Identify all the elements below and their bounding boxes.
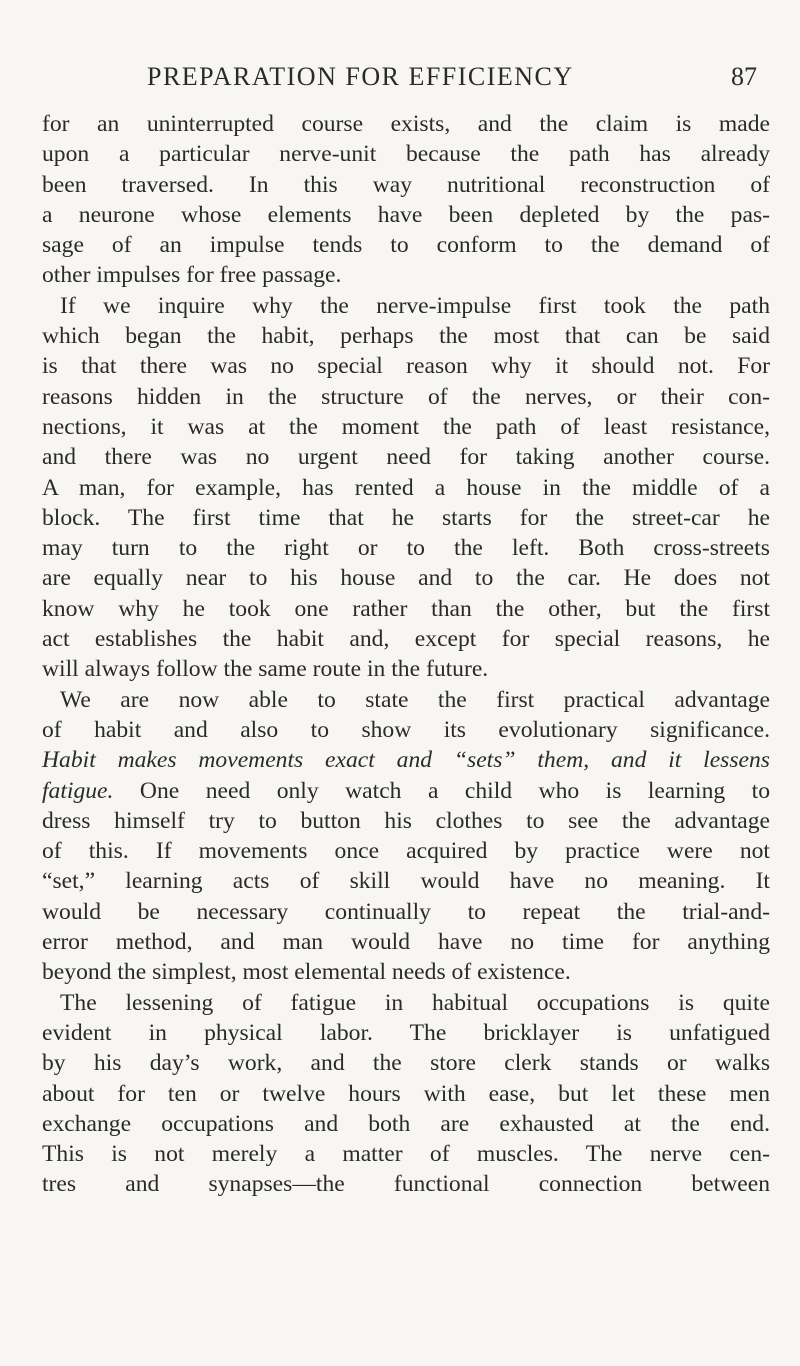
body-text [42, 109, 770, 1200]
text-line: sage of an impulse tends to conform to the demand of [42, 232, 770, 259]
text-line: exchange occupations and both are exhausted at the end. [42, 1110, 770, 1137]
text-line: of habit and also to show its evolutionary significance. [42, 716, 770, 743]
italic-text-line: Habit makes movements exact and “sets” them, and it lessens [42, 747, 770, 774]
text-line: “set,” learning acts of skill would have no meaning. It [42, 868, 770, 895]
text-line: This is not merely a matter of muscles. The nerve cen- [42, 1141, 770, 1168]
text-line: are equally near to his house and to the car. He does not [42, 565, 770, 592]
text-line: act establishes the habit and, except for special reasons, he [42, 626, 770, 653]
paragraph-start-line: We are now able to state the first practical advantage [60, 686, 770, 713]
text-line: a neurone whose elements have been depleted by the pas- [42, 201, 770, 228]
text-line: dress himself try to button his clothes to see the advantage [42, 807, 770, 834]
text-line: upon a particular nerve-unit because the path has already [42, 141, 770, 168]
text-line: know why he took one rather than the other, but the first [42, 595, 770, 622]
text-line: may turn to the right or to the left. Both cross-streets [42, 535, 770, 562]
text-line: is that there was no special reason why it should not. For [42, 353, 770, 380]
paragraph-start-line: The lessening of fatigue in habitual occupations is quite [60, 989, 770, 1016]
text-line: and there was no urgent need for taking another course. [42, 444, 770, 471]
mixed-text-line [42, 776, 770, 806]
page-number: 87 [731, 62, 757, 91]
text-line: about for ten or twelve hours with ease, but let these men [42, 1080, 770, 1107]
text-line: evident in physical labor. The bricklayer is unfatigued [42, 1019, 770, 1046]
text-line: A man, for example, has rented a house in the middle of a [42, 474, 770, 501]
text-fragment: One need only watch a child who is learning to [113, 777, 770, 804]
text-line: other impulses for free passage. [42, 262, 342, 289]
text-line: nections, it was at the moment the path of least resistance, [42, 413, 770, 440]
running-head-title: PREPARATION FOR EFFICIENCY [147, 62, 574, 91]
text-line: which began the habit, perhaps the most that can be said [42, 323, 770, 350]
running-head [0, 62, 800, 102]
text-line: been traversed. In this way nutritional reconstruction of [42, 171, 770, 198]
italic-fragment: fatigue. [42, 777, 114, 804]
text-line: error method, and man would have no time for anything [42, 929, 770, 956]
text-line: of this. If movements once acquired by practice were not [42, 838, 770, 865]
text-line: tres and synapses—the functional connection between [42, 1171, 770, 1198]
text-line: beyond the simplest, most elemental needs of existence. [42, 959, 571, 986]
paragraph-start-line: If we inquire why the nerve-impulse first took the path [60, 292, 770, 319]
text-line: would be necessary continually to repeat the trial-and- [42, 898, 770, 925]
text-line: for an uninterrupted course exists, and the claim is made [42, 111, 770, 137]
text-line: block. The first time that he starts for the street-car he [42, 504, 770, 531]
text-line: will always follow the same route in the future. [42, 656, 489, 683]
text-line: reasons hidden in the structure of the nerves, or their con- [42, 383, 770, 410]
text-line: by his day’s work, and the store clerk stands or walks [42, 1050, 770, 1077]
